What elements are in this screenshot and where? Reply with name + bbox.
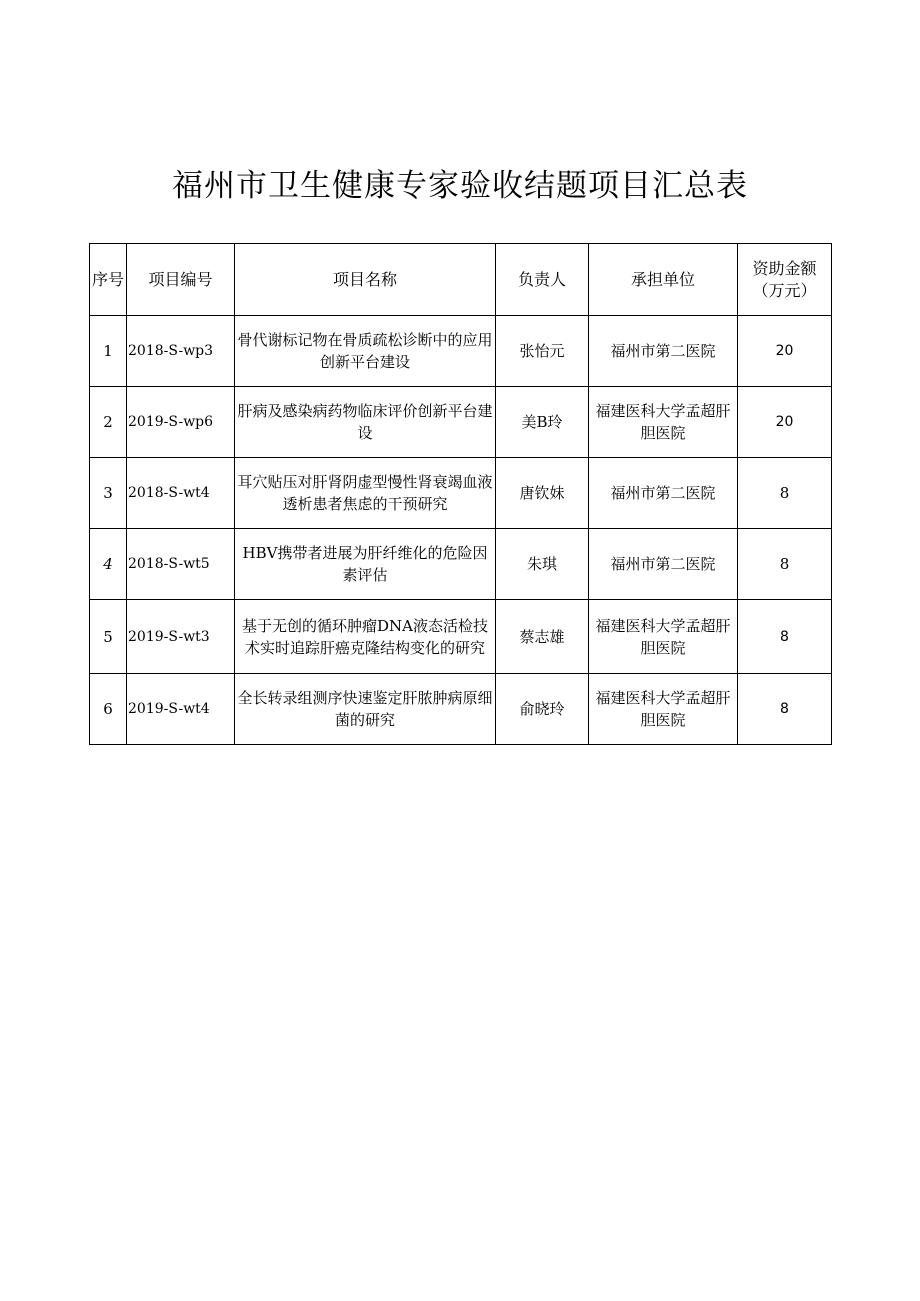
table-row [90, 600, 832, 674]
table-row [90, 529, 832, 600]
row-code: 2019-S-wt4 [127, 674, 235, 745]
row-code: 2018-S-wp3 [127, 316, 235, 387]
row-project-name: HBV携带者进展为肝纤维化的危险因素评估 [235, 529, 496, 600]
row-unit: 福州市第二医院 [589, 458, 738, 529]
header-row [90, 244, 832, 316]
header-unit: 承担单位 [589, 244, 738, 316]
table-row [90, 316, 832, 387]
row-unit: 福建医科大学孟超肝胆医院 [589, 600, 738, 674]
row-unit: 福建医科大学孟超肝胆医院 [589, 387, 738, 458]
row-seq: 6 [90, 674, 127, 745]
row-seq: 1 [90, 316, 127, 387]
row-leader: 唐钦妹 [496, 458, 589, 529]
header-funding: 资助金额（万元） [738, 244, 832, 316]
table-row [90, 674, 832, 745]
row-project-name: 全长转录组测序快速鉴定肝脓肿病原细菌的研究 [235, 674, 496, 745]
table-row [90, 387, 832, 458]
row-project-name: 骨代谢标记物在骨质疏松诊断中的应用创新平台建设 [235, 316, 496, 387]
header-seq: 序号 [90, 244, 127, 316]
summary-table [89, 243, 832, 745]
header-name: 项目名称 [235, 244, 496, 316]
table-row [90, 458, 832, 529]
row-code: 2019-S-wt3 [127, 600, 235, 674]
row-funding: 8 [738, 600, 832, 674]
page-title: 福州市卫生健康专家验收结题项目汇总表 [172, 168, 748, 204]
row-funding: 20 [738, 316, 832, 387]
row-unit: 福州市第二医院 [589, 316, 738, 387]
header-leader: 负责人 [496, 244, 589, 316]
header-code: 项目编号 [127, 244, 235, 316]
row-funding: 20 [738, 387, 832, 458]
row-code: 2019-S-wp6 [127, 387, 235, 458]
row-leader: 俞晓玲 [496, 674, 589, 745]
row-seq: 4 [90, 529, 127, 600]
row-code: 2018-S-wt5 [127, 529, 235, 600]
row-leader: 美B玲 [496, 387, 589, 458]
row-project-name: 耳穴贴压对肝肾阴虚型慢性肾衰竭血液透析患者焦虑的干预研究 [235, 458, 496, 529]
row-funding: 8 [738, 674, 832, 745]
row-seq: 3 [90, 458, 127, 529]
row-funding: 8 [738, 529, 832, 600]
row-code: 2018-S-wt4 [127, 458, 235, 529]
row-leader: 朱琪 [496, 529, 589, 600]
row-project-name: 基于无创的循环肿瘤DNA液态活检技术实时追踪肝癌克隆结构变化的研究 [235, 600, 496, 674]
row-seq: 5 [90, 600, 127, 674]
row-leader: 蔡志雄 [496, 600, 589, 674]
row-seq: 2 [90, 387, 127, 458]
row-leader: 张怡元 [496, 316, 589, 387]
row-funding: 8 [738, 458, 832, 529]
row-unit: 福州市第二医院 [589, 529, 738, 600]
row-unit: 福建医科大学孟超肝胆医院 [589, 674, 738, 745]
row-project-name: 肝病及感染病药物临床评价创新平台建设 [235, 387, 496, 458]
